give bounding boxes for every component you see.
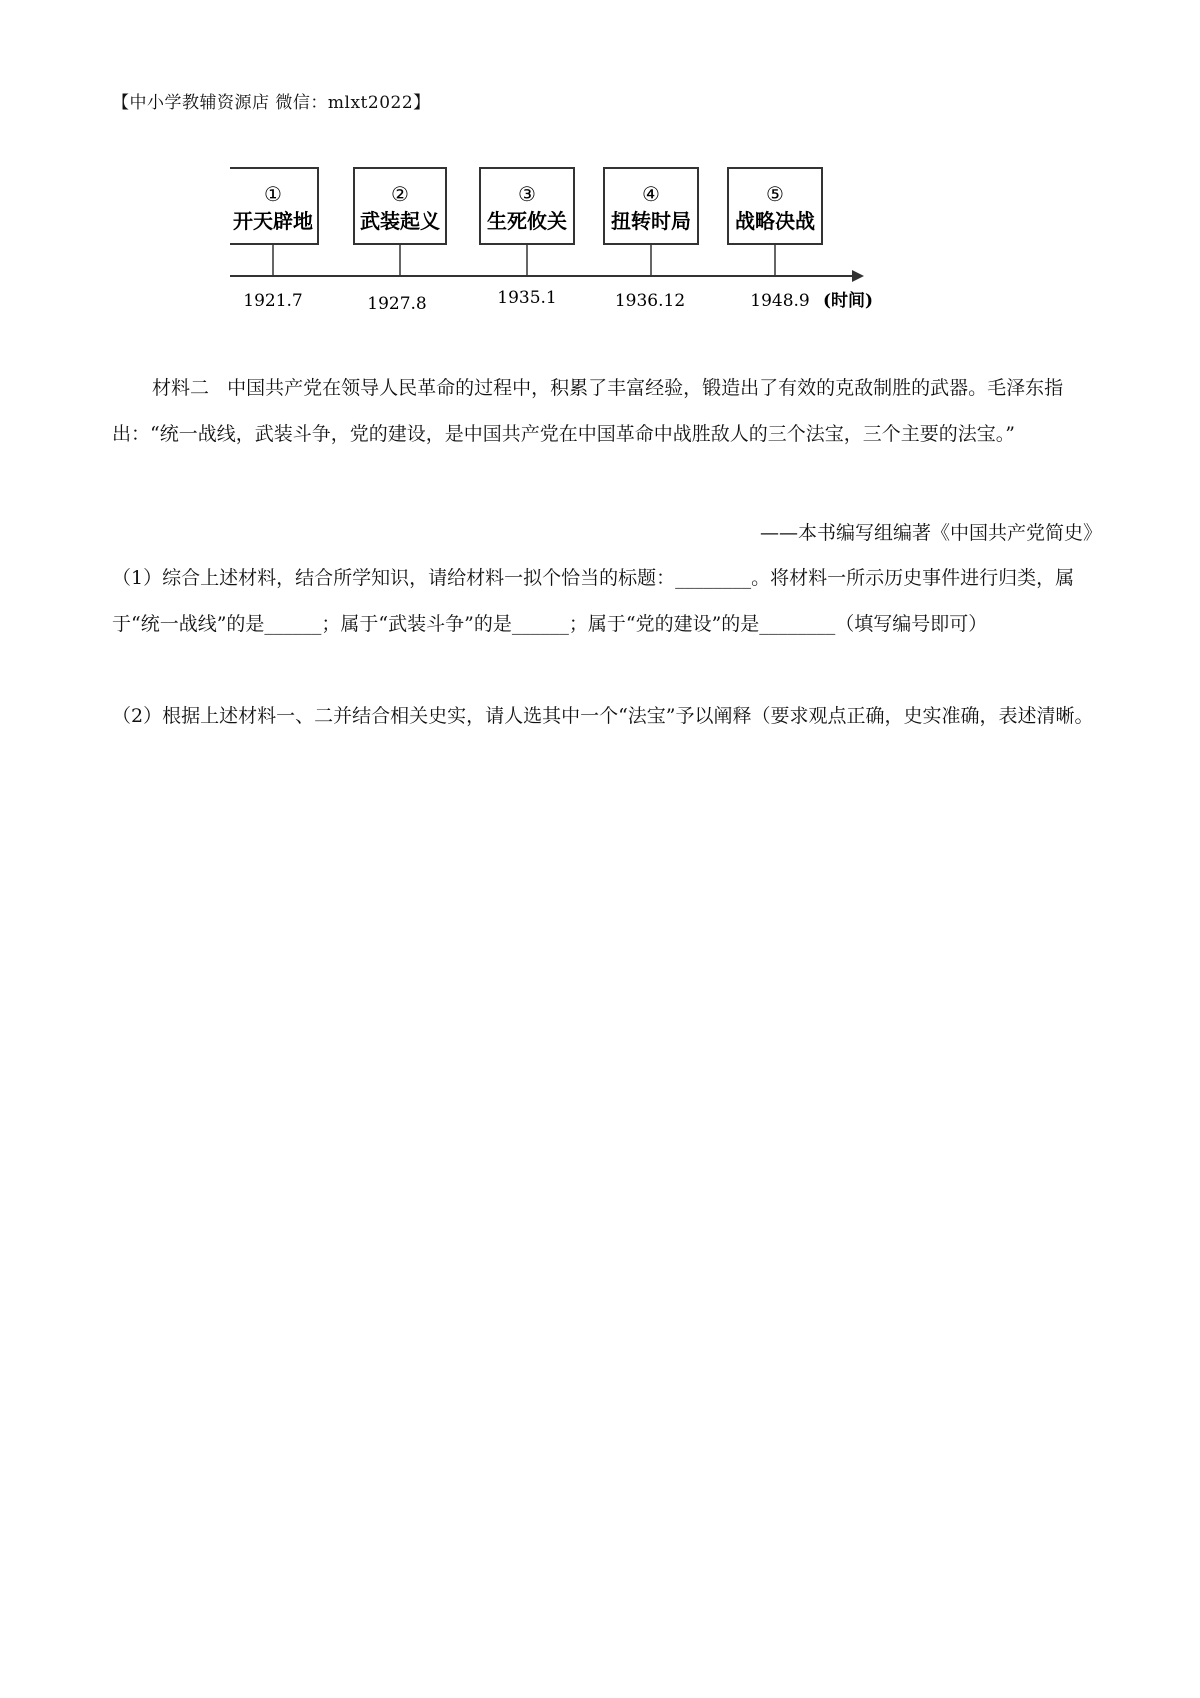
timeline-event-1 — [230, 168, 318, 311]
header-note: 【中小学教辅资源店 微信：mlxt2022】 — [112, 93, 431, 113]
timeline-event-2 — [354, 168, 446, 314]
event-date: 1927.8 — [367, 294, 427, 314]
event-number: ③ — [518, 182, 536, 206]
material-two-source: ——本书编写组编著《中国共产党简史》 — [759, 522, 1102, 544]
event-date: 1935.1 — [497, 288, 557, 308]
event-date: 1936.12 — [614, 291, 686, 311]
event-number: ① — [264, 182, 282, 206]
event-title: 战略决战 — [735, 209, 815, 233]
timeline-figure — [230, 160, 960, 340]
timeline-event-4 — [604, 168, 698, 311]
timeline-event-5 — [728, 168, 822, 311]
event-title: 开天辟地 — [233, 209, 313, 233]
timeline-event-3 — [480, 168, 574, 308]
material-two-label: 材料二 — [152, 377, 210, 399]
timeline-axis-label: (时间) — [823, 291, 874, 311]
event-number: ④ — [642, 182, 660, 206]
material-two-text: 中国共产党在领导人民革命的过程中，积累了丰富经验，锻造出了有效的克敌制胜的武器。毛泽东指出：“统一战线，武装斗争，党的建设，是中国共产党在中国革命中战胜敌人的三个法宝，三个主要的法宝。” — [112, 377, 1064, 445]
event-date: 1921.7 — [243, 291, 303, 311]
question-2: （2）根据上述材料一、二并结合相关史实，请人选其中一个“法宝”予以阐释（要求观点正确，史实准确，表述清晰。 — [112, 705, 1094, 727]
event-date: 1948.9 — [750, 291, 810, 311]
event-number: ② — [391, 182, 409, 206]
event-title: 扭转时局 — [611, 209, 691, 233]
material-two-paragraph — [112, 365, 1100, 457]
event-title: 生死攸关 — [487, 209, 567, 233]
question-1: （1）综合上述材料，结合所学知识，请给材料一拟个恰当的标题：________。将材料一所示历史事件进行归类，属于“统一战线”的是______；属于“武装斗争”的是______；属于“党的建设”的是________（填写编号即可） — [112, 567, 1075, 635]
event-number: ⑤ — [766, 182, 784, 206]
timeline-arrow — [852, 270, 864, 282]
event-title: 武装起义 — [360, 209, 440, 233]
